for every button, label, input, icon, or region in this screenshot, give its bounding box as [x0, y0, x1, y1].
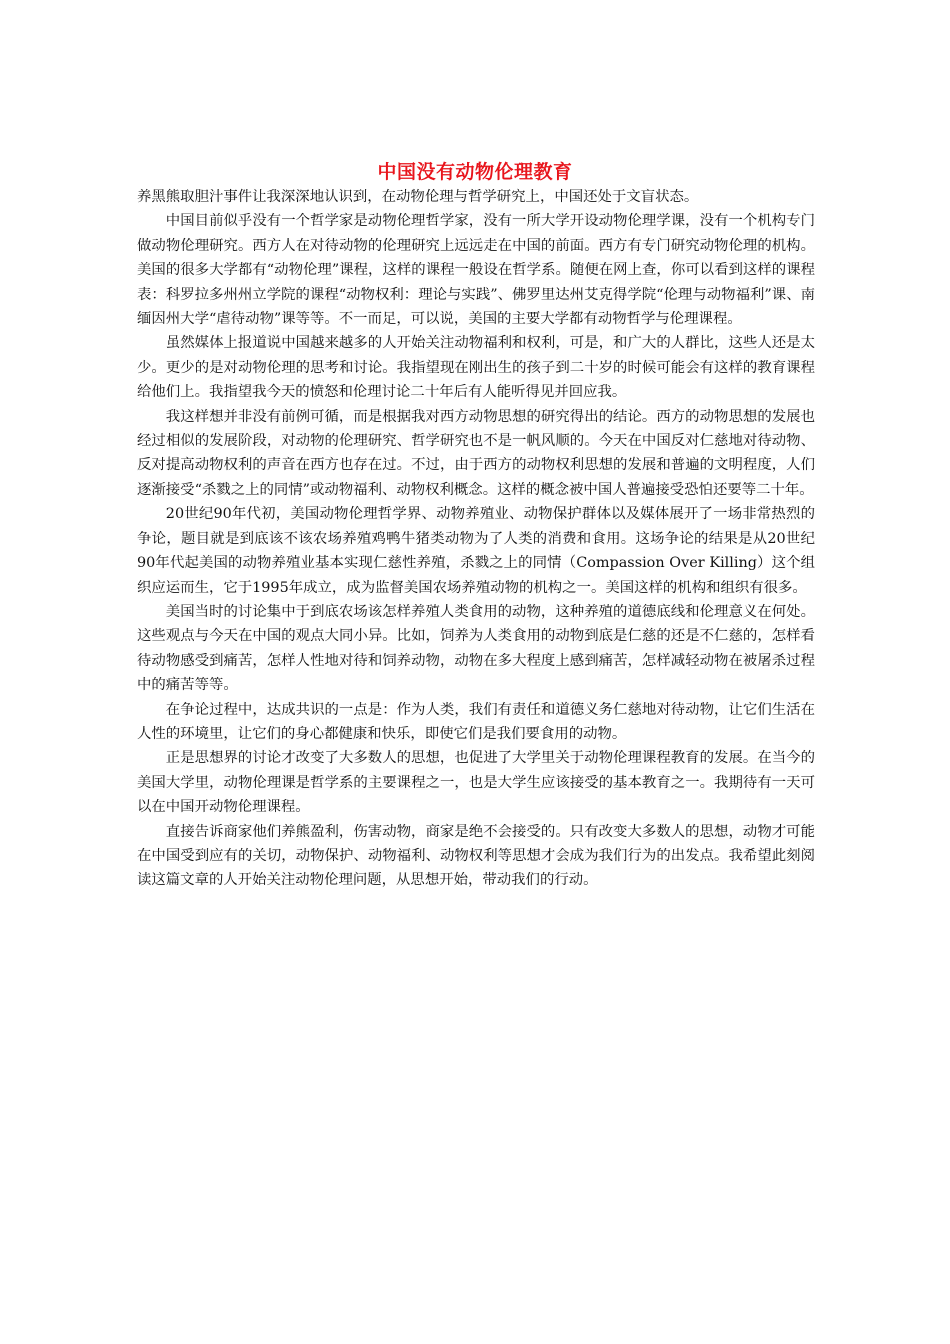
paragraph: 20世纪90年代初，美国动物伦理哲学界、动物养殖业、动物保护群体以及媒体展开了一场非常热烈的争论，题目就是到底该不该农场养殖鸡鸭牛猪类动物为了人类的消费和食用。这场争论的结果是从20世纪90年代起美国的动物养殖业基本实现仁慈性养殖，杀戮之上的同情（Compassion Over Killing）这个组织应运而生，它于1995年成立，成为监督美国农场养殖动物的机构之一。美国这样的机构和组织有很多。 [137, 506, 815, 596]
paragraph: 正是思想界的讨论才改变了大多数人的思想，也促进了大学里关于动物伦理课程教育的发展。在当今的美国大学里，动物伦理课是哲学系的主要课程之一，也是大学生应该接受的基本教育之一。我期待有一天可以在中国开动物伦理课程。 [137, 750, 815, 816]
document-body [137, 185, 815, 893]
paragraph: 中国目前似乎没有一个哲学家是动物伦理哲学家，没有一所大学开设动物伦理学课，没有一个机构专门做动物伦理研究。西方人在对待动物的伦理研究上远远走在中国的前面。西方有专门研究动物伦理的机构。美国的很多大学都有“动物伦理”课程，这样的课程一般设在哲学系。随便在网上查，你可以看到这样的课程表：科罗拉多州州立学院的课程“动物权利：理论与实践”、佛罗里达州艾克得学院“伦理与动物福利”课、南缅因州大学“虐待动物”课等等。不一而足，可以说，美国的主要大学都有动物哲学与伦理课程。 [137, 213, 815, 328]
paragraph: 我这样想并非没有前例可循，而是根据我对西方动物思想的研究得出的结论。西方的动物思想的发展也经过相似的发展阶段，对动物的伦理研究、哲学研究也不是一帆风顺的。今天在中国反对仁慈地对待动物、反对提高动物权利的声音在西方也存在过。不过，由于西方的动物权利思想的发展和普遍的文明程度，人们逐渐接受“杀戮之上的同情”或动物福利、动物权利概念。这样的概念被中国人普遍接受恐怕还要等二十年。 [137, 408, 815, 498]
paragraph: 美国当时的讨论集中于到底农场该怎样养殖人类食用的动物，这种养殖的道德底线和伦理意义在何处。这些观点与今天在中国的观点大同小异。比如，饲养为人类食用的动物到底是仁慈的还是不仁慈的，怎样看待动物感受到痛苦，怎样人性地对待和饲养动物，动物在多大程度上感到痛苦，怎样减轻动物在被屠杀过程中的痛苦等等。 [137, 603, 815, 694]
paragraph: 直接告诉商家他们养熊盈利，伤害动物，商家是绝不会接受的。只有改变大多数人的思想，动物才可能在中国受到应有的关切，动物保护、动物福利、动物权利等思想才会成为我们行为的出发点。我希望此刻阅读这篇文章的人开始关注动物伦理问题，从思想开始，带动我们的行动。 [137, 823, 815, 889]
document-title: 中国没有动物伦理教育 [377, 161, 573, 183]
paragraph: 在争论过程中，达成共识的一点是：作为人类，我们有责任和道德义务仁慈地对待动物，让它们生活在人性的环境里，让它们的身心都健康和快乐，即使它们是我们要食用的动物。 [137, 701, 815, 742]
paragraph: 养黑熊取胆汁事件让我深深地认识到，在动物伦理与哲学研究上，中国还处于文盲状态。 [137, 189, 699, 205]
paragraph: 虽然媒体上报道说中国越来越多的人开始关注动物福利和权利，可是，和广大的人群比，这些人还是太少。更少的是对动物伦理的思考和讨论。我指望现在刚出生的孩子到二十岁的时候可能会有这样的教育课程给他们上。我指望我今天的愤怒和伦理讨论二十年后有人能听得见并回应我。 [137, 335, 815, 401]
